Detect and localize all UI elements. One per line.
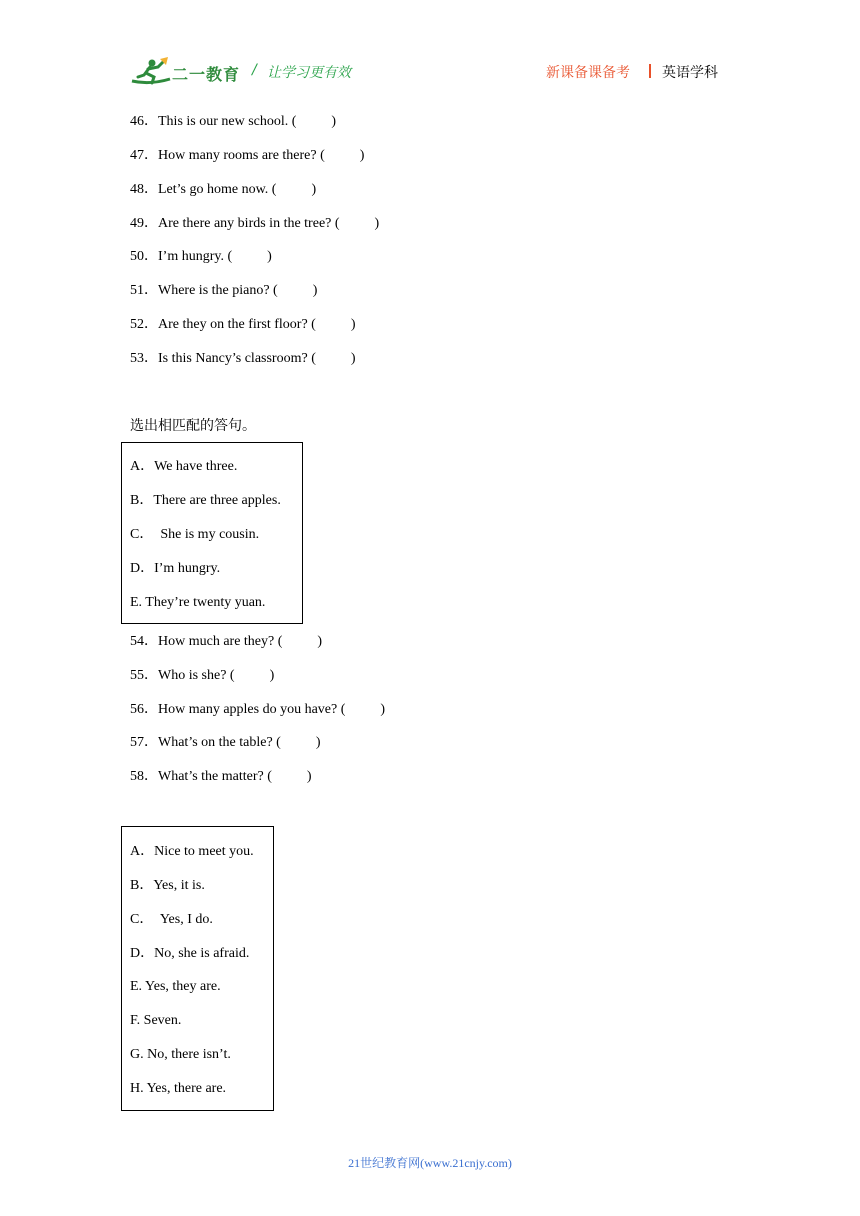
option-item: B．There are three apples.	[130, 493, 281, 508]
option-item: A．We have three.	[130, 459, 238, 474]
question-47: 47．How many rooms are there? ( )	[130, 148, 365, 163]
question-55: 55．Who is she? ( )	[130, 668, 275, 683]
question-52: 52．Are they on the first floor? ( )	[130, 317, 356, 332]
header-label: 新课备课备考	[546, 65, 630, 81]
option-item: C． Yes, I do.	[130, 912, 213, 927]
option-item: C． She is my cousin.	[130, 527, 260, 542]
page-header	[0, 0, 860, 100]
header-divider	[649, 64, 651, 78]
option-item: F. Seven.	[130, 1013, 182, 1028]
question-57: 57．What’s on the table? ( )	[130, 735, 321, 750]
option-item: E. They’re twenty yuan.	[130, 595, 266, 610]
question-48: 48．Let’s go home now. ( )	[130, 182, 317, 197]
header-subject: 英语学科	[662, 65, 718, 81]
page-footer: 21世纪教育网(www.21cnjy.com)	[348, 1156, 512, 1170]
question-51: 51．Where is the piano? ( )	[130, 283, 318, 298]
option-item: A．Nice to meet you.	[130, 844, 254, 859]
option-item: G. No, there isn’t.	[130, 1047, 231, 1062]
question-58: 58．What’s the matter? ( )	[130, 769, 312, 784]
options-box-b	[121, 442, 303, 624]
question-50: 50．I’m hungry. ( )	[130, 249, 272, 264]
option-item: B．Yes, it is.	[130, 878, 205, 893]
question-46: 46．This is our new school. ( )	[130, 114, 337, 129]
instruction: 选出相匹配的答句。	[130, 418, 256, 434]
question-54: 54．How much are they? ( )	[130, 634, 323, 649]
logo-text: 二一教育	[172, 65, 241, 84]
option-item: D．I’m hungry.	[130, 561, 221, 576]
question-56: 56．How many apples do you have? ( )	[130, 702, 386, 717]
option-item: D．No, she is afraid.	[130, 946, 250, 961]
option-item: H. Yes, there are.	[130, 1081, 227, 1096]
slogan: 让学习更有效	[267, 65, 351, 81]
question-53: 53．Is this Nancy’s classroom? ( )	[130, 351, 356, 366]
option-item: E. Yes, they are.	[130, 979, 221, 994]
options-box-c	[121, 826, 274, 1111]
question-49: 49．Are there any birds in the tree? ( )	[130, 216, 380, 231]
slogan-separator: /	[252, 62, 257, 78]
